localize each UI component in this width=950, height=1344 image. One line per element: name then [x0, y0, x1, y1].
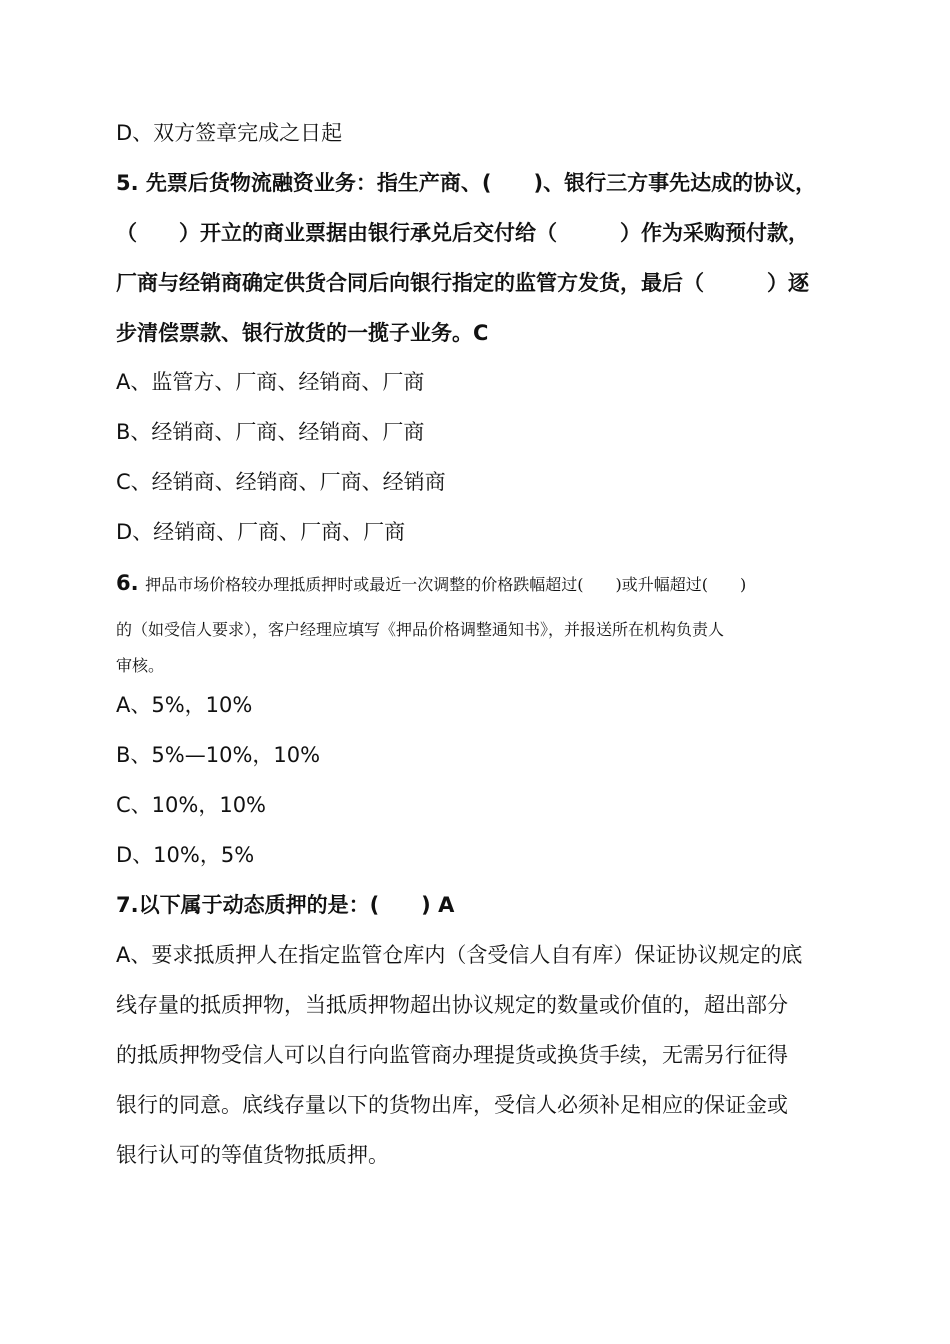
- q6-option-d: D、10%，5%: [116, 843, 255, 867]
- q6-question-line-3: 审核。: [116, 656, 165, 675]
- q6-number: 6.: [116, 571, 139, 595]
- q6-question-text: 押品市场价格较办理抵质押时或最近一次调整的价格跌幅超过( )或升幅超过( ): [145, 575, 747, 594]
- q7-option-a-line-3: 的抵质押物受信人可以自行向监管商办理提货或换货手续，无需另行征得: [116, 1043, 788, 1067]
- q7-option-a-line-4: 银行的同意。底线存量以下的货物出库，受信人必须补足相应的保证金或: [116, 1093, 788, 1117]
- q7-question: 7.以下属于动态质押的是：( ) A: [116, 893, 455, 917]
- q7-option-a-line-5: 银行认可的等值货物抵质押。: [116, 1143, 389, 1167]
- q6-question-line-1: [116, 568, 746, 598]
- q7-option-a-line-1: A、要求抵质押人在指定监管仓库内（含受信人自有库）保证协议规定的底: [116, 943, 803, 967]
- q6-option-c: C、10%，10%: [116, 793, 267, 817]
- q5-question-line-3: 厂商与经销商确定供货合同后向银行指定的监管方发货，最后（ ）逐: [116, 271, 809, 295]
- q6-option-b: B、5%—10%，10%: [116, 743, 321, 767]
- q5-option-c: C、经销商、经销商、厂商、经销商: [116, 470, 446, 494]
- q6-option-a: A、5%，10%: [116, 693, 253, 717]
- q6-question-line-2: 的（如受信人要求），客户经理应填写《押品价格调整通知书》，并报送所在机构负责人: [116, 620, 725, 639]
- q7-option-a-line-2: 线存量的抵质押物，当抵质押物超出协议规定的数量或价值的，超出部分: [116, 993, 788, 1017]
- q4-option-d: D、双方签章完成之日起: [116, 121, 343, 145]
- q5-question-line-1: 5. 先票后货物流融资业务：指生产商、( )、银行三方事先达成的协议，: [116, 171, 817, 195]
- q5-question-line-2: （ ）开立的商业票据由银行承兑后交付给（ ）作为采购预付款，: [116, 221, 809, 245]
- q5-question-line-4: 步清偿票款、银行放货的一揽子业务。C: [116, 321, 489, 345]
- q5-option-d: D、经销商、厂商、厂商、厂商: [116, 520, 406, 544]
- q5-option-b: B、经销商、厂商、经销商、厂商: [116, 420, 425, 444]
- q5-option-a: A、监管方、厂商、经销商、厂商: [116, 370, 425, 394]
